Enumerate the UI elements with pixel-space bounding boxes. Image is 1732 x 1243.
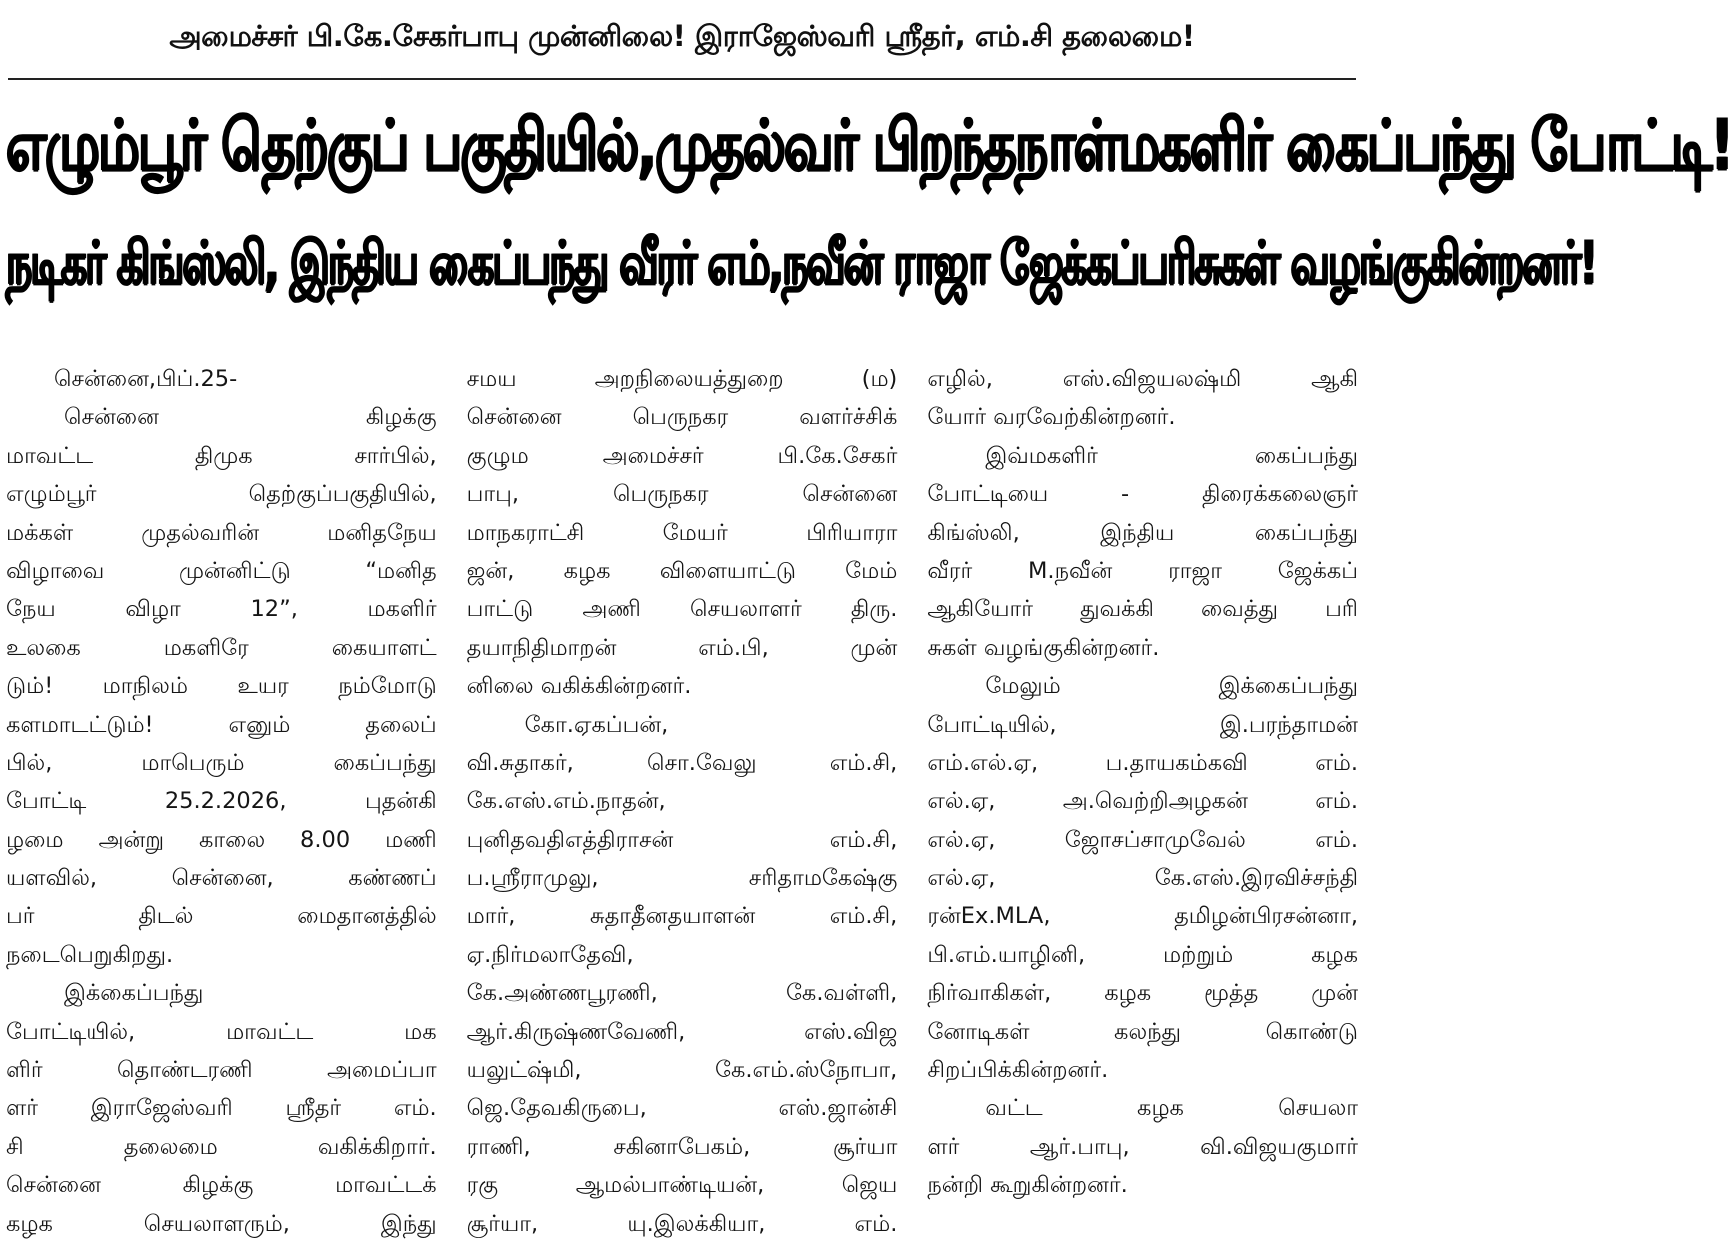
article-text-line: மார், சுதாதீனதயாளன் எம்.சி,: [467, 897, 898, 935]
sub-headline-part-1: நடிகர் கிங்ஸ்லி, இந்திய கைப்பந்து வீரர் எம்,நவீன் ராஜா ஜேக்கப்: [6, 228, 1138, 306]
article-text-line: ஜெ.தேவகிருபை, எஸ்.ஜான்சி: [467, 1089, 898, 1127]
article-text-line: போட்டியில், இ.பரந்தாமன்: [927, 706, 1358, 744]
article-text-line: ரகு ஆமல்பாண்டியன், ஜெய: [467, 1166, 898, 1204]
article-text-line: சிறப்பிக்கின்றனர்.: [927, 1051, 1358, 1089]
article-text-line: கிங்ஸ்லி, இந்திய கைப்பந்து: [927, 514, 1358, 552]
article-text-line: னிலை வகிக்கின்றனர்.: [467, 667, 898, 705]
main-headline-part-2: முதல்வர் பிறந்தநாள்: [655, 105, 1118, 195]
article-text-line: சென்னை,பிப்.25-: [6, 360, 437, 398]
article-text-line: எல்.ஏ, அ.வெற்றிஅழகன் எம்.: [927, 782, 1358, 820]
article-text-line: எம்.எல்.ஏ, ப.தாயகம்கவி எம்.: [927, 744, 1358, 782]
article-text-line: ஆர்.கிருஷ்ணவேணி, எஸ்.விஜ: [467, 1013, 898, 1051]
article-text-line: டும்! மாநிலம் உயர நம்மோடு: [6, 667, 437, 705]
article-text-line: களமாடட்டும்! எனும் தலைப்: [6, 706, 437, 744]
article-text-line: இக்கைப்பந்து: [6, 974, 437, 1012]
article-text-line: நடைபெறுகிறது.: [6, 936, 437, 974]
article-text-line: நன்றி கூறுகின்றனர்.: [927, 1166, 1358, 1204]
article-text-line: கே.எஸ்.எம்.நாதன்,: [467, 782, 898, 820]
article-column-2: [467, 360, 898, 1208]
article-text-line: சென்னை கிழக்கு மாவட்டக்: [6, 1166, 437, 1204]
article-text-line: விழாவை முன்னிட்டு “மனித: [6, 552, 437, 590]
article-text-line: மாநகராட்சி மேயர் பிரியாரா: [467, 514, 898, 552]
article-text-line: யலுட்ஷ்மி, கே.எம்.ஸ்நோபா,: [467, 1051, 898, 1089]
article-text-line: வி.சுதாகர், சொ.வேலு எம்.சி,: [467, 744, 898, 782]
article-text-line: போட்டியில், மாவட்ட மக: [6, 1013, 437, 1051]
article-text-line: எல்.ஏ, கே.எஸ்.இரவிச்சந்தி: [927, 859, 1358, 897]
sub-headline-part-2: பரிசுகள் வழங்குகின்றனர்!: [1138, 228, 1596, 306]
article-text-line: ஏ.நிர்மலாதேவி,: [467, 936, 898, 974]
article-text-line: சூர்யா, யு.இலக்கியா, எம்.: [467, 1205, 898, 1243]
main-headline-part-3: மகளிர் கைப்பந்து போட்டி!: [1119, 105, 1732, 195]
article-text-line: குழும அமைச்சர் பி.கே.சேகர்: [467, 437, 898, 475]
article-text-line: உலகை மகளிரே கையாளட்: [6, 629, 437, 667]
article-text-line: எழில், எஸ்.விஜயலஷ்மி ஆகி: [927, 360, 1358, 398]
article-text-line: சுகள் வழங்குகின்றனர்.: [927, 629, 1358, 667]
sub-headline: [6, 202, 1358, 333]
article-column-3: [927, 360, 1358, 1208]
article-text-line: வீரர் M.நவீன் ராஜா ஜேக்கப்: [927, 552, 1358, 590]
article-text-line: ளிர் தொண்டரணி அமைப்பா: [6, 1051, 437, 1089]
article-text-line: ளர் இராஜேஸ்வரி ஸ்ரீதர் எம்.: [6, 1089, 437, 1127]
article-text-line: எல்.ஏ, ஜோசப்சாமுவேல் எம்.: [927, 821, 1358, 859]
article-text-line: பில், மாபெரும் கைப்பந்து: [6, 744, 437, 782]
article-text-line: யோர் வரவேற்கின்றனர்.: [927, 398, 1358, 436]
main-headline-part-1: எழும்பூர் தெற்குப் பகுதியில்,: [6, 105, 655, 195]
article-text-line: வட்ட கழக செயலா: [927, 1089, 1358, 1127]
article-text-line: மேலும் இக்கைப்பந்து: [927, 667, 1358, 705]
article-text-line: பாட்டு அணி செயலாளர் திரு.: [467, 590, 898, 628]
article-text-line: பாபு, பெருநகர சென்னை: [467, 475, 898, 513]
article-text-line: யளவில், சென்னை, கண்ணப்: [6, 859, 437, 897]
article-text-line: ழமை அன்று காலை 8.00 மணி: [6, 821, 437, 859]
article-text-line: புனிதவதிஎத்திராசன் எம்.சி,: [467, 821, 898, 859]
article-text-line: ளர் ஆர்.பாபு, வி.விஜயகுமார்: [927, 1128, 1358, 1166]
article-text-line: பர் திடல் மைதானத்தில்: [6, 897, 437, 935]
article-text-line: நேய விழா 12”, மகளிர்: [6, 590, 437, 628]
article-text-line: பி.எம்.யாழினி, மற்றும் கழக: [927, 936, 1358, 974]
article-text-line: எழும்பூர் தெற்குப்பகுதியில்,: [6, 475, 437, 513]
article-body: [6, 360, 1358, 1208]
article-text-line: ராணி, சகினாபேகம், சூர்யா: [467, 1128, 898, 1166]
article-text-line: போட்டி 25.2.2026, புதன்கி: [6, 782, 437, 820]
article-column-1: [6, 360, 437, 1208]
article-text-line: சி தலைமை வகிக்கிறார்.: [6, 1128, 437, 1166]
article-text-line: ப.ஸ்ரீராமுலு, சரிதாமகேஷ்கு: [467, 859, 898, 897]
article-text-line: னோடிகள் கலந்து கொண்டு: [927, 1013, 1358, 1051]
article-text-line: ஆகியோர் துவக்கி வைத்து பரி: [927, 590, 1358, 628]
article-text-line: கோ.ஏகப்பன்,: [467, 706, 898, 744]
article-text-line: மாவட்ட திமுக சார்பில்,: [6, 437, 437, 475]
article-text-line: நிர்வாகிகள், கழக மூத்த முன்: [927, 974, 1358, 1012]
kicker-headline: அமைச்சர் பி.கே.சேகர்பாபு முன்னிலை! இராஜேஸ்வரி ஸ்ரீதர், எம்.சி தலைமை!: [8, 6, 1356, 70]
article-text-line: போட்டியை - திரைக்கலைஞர்: [927, 475, 1358, 513]
article-text-line: சென்னை பெருநகர வளர்ச்சிக்: [467, 398, 898, 436]
article-text-line: மக்கள் முதல்வரின் மனிதநேய: [6, 514, 437, 552]
article-text-line: சமய அறநிலையத்துறை (ம): [467, 360, 898, 398]
article-text-line: ரன்Ex.MLA, தமிழன்பிரசன்னா,: [927, 897, 1358, 935]
article-text-line: இவ்மகளிர் கைப்பந்து: [927, 437, 1358, 475]
article-text-line: கே.அண்ணபூரணி, கே.வள்ளி,: [467, 974, 898, 1012]
article-text-line: கழக செயலாளரும், இந்து: [6, 1205, 437, 1243]
article-text-line: சென்னை கிழக்கு: [6, 398, 437, 436]
article-text-line: தயாநிதிமாறன் எம்.பி, முன்: [467, 629, 898, 667]
article-text-line: ஜன், கழக விளையாட்டு மேம்: [467, 552, 898, 590]
